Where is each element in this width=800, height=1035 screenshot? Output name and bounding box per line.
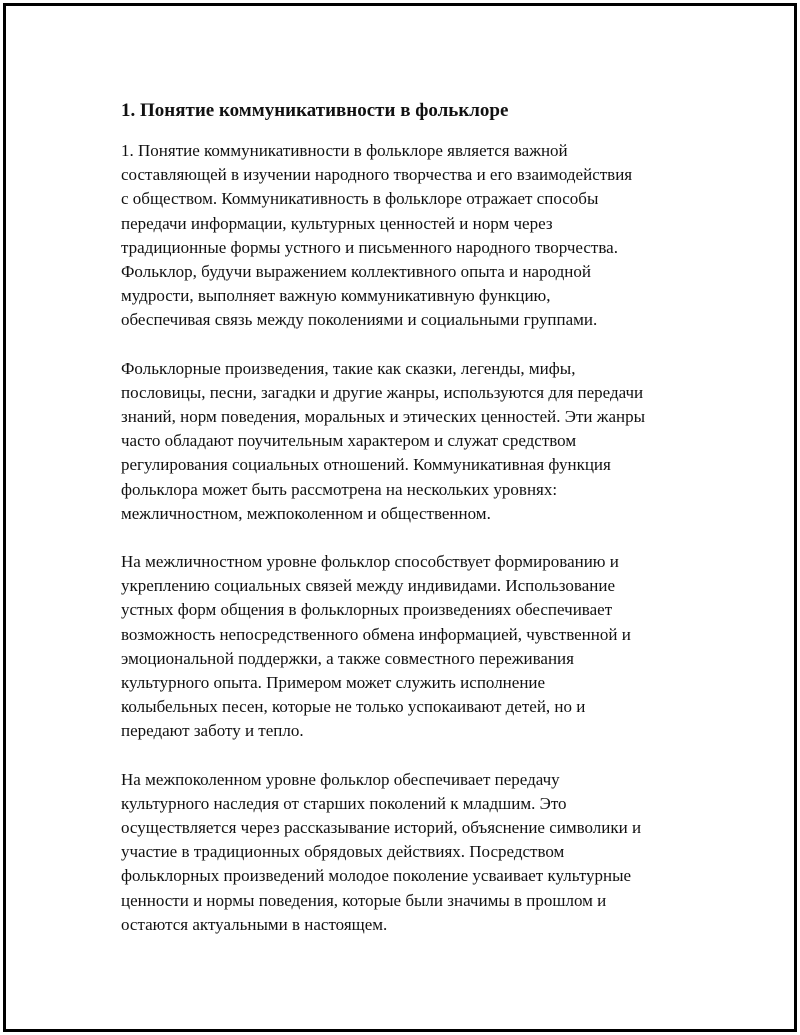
- text-line: эмоциональной поддержки, а также совместного переживания: [121, 648, 574, 668]
- text-line: остаются актуальными в настоящем.: [121, 914, 388, 934]
- paragraph-4: [121, 768, 701, 937]
- paragraph-3: [121, 550, 701, 744]
- text-line: возможность непосредственного обмена информацией, чувственной и: [121, 624, 631, 644]
- text-line: передают заботу и тепло.: [121, 721, 304, 741]
- text-line: На межпоколенном уровне фольклор обеспечивает передачу: [121, 769, 560, 789]
- document-body: [121, 99, 701, 961]
- text-line: межличностном, межпоколенном и общественном.: [121, 503, 491, 523]
- text-line: составляющей в изучении народного творчества и его взаимодействия: [121, 165, 633, 185]
- text-line: фольклорных произведений молодое поколение усваивает культурные: [121, 866, 632, 886]
- paragraph-2: [121, 357, 701, 526]
- text-line: Фольклор, будучи выражением коллективного опыта и народной: [121, 262, 591, 282]
- document-title: 1. Понятие коммуникативности в фольклоре: [121, 100, 509, 121]
- text-line: Фольклорные произведения, такие как сказки, легенды, мифы,: [121, 358, 576, 378]
- text-line: знаний, норм поведения, моральных и этических ценностей. Эти жанры: [121, 407, 646, 427]
- text-line: регулирования социальных отношений. Коммуникативная функция: [121, 455, 611, 475]
- text-line: колыбельных песен, которые не только успокаивают детей, но и: [121, 697, 586, 717]
- text-line: передачи информации, культурных ценностей и норм через: [121, 213, 553, 233]
- text-line: с обществом. Коммуникативность в фольклоре отражает способы: [121, 189, 599, 209]
- text-line: обеспечивая связь между поколениями и социальными группами.: [121, 310, 598, 330]
- text-line: фольклора может быть рассмотрена на нескольких уровнях:: [121, 479, 558, 499]
- text-line: На межличностном уровне фольклор способствует формированию и: [121, 552, 619, 572]
- text-line: культурного наследия от старших поколений к младшим. Это: [121, 793, 567, 813]
- text-line: 1. Понятие коммуникативности в фольклоре является важной: [121, 141, 568, 160]
- text-line: пословицы, песни, загадки и другие жанры, используются для передачи: [121, 382, 644, 402]
- text-line: ценности и нормы поведения, которые были значимы в прошлом и: [121, 890, 607, 910]
- text-line: участие в традиционных обрядовых действиях. Посредством: [121, 842, 565, 862]
- text-line: осуществляется через рассказывание историй, объяснение символики и: [121, 818, 642, 838]
- page-frame: [3, 3, 797, 1032]
- paragraph-1: [121, 139, 701, 333]
- text-line: культурного опыта. Примером может служить исполнение: [121, 673, 546, 693]
- text-line: мудрости, выполняет важную коммуникативную функцию,: [121, 286, 551, 306]
- text-line: устных форм общения в фольклорных произведениях обеспечивает: [121, 600, 613, 620]
- text-line: традиционные формы устного и письменного народного творчества.: [121, 237, 618, 257]
- text-line: часто обладают поучительным характером и служат средством: [121, 431, 577, 451]
- text-line: укреплению социальных связей между индивидами. Использование: [121, 576, 615, 596]
